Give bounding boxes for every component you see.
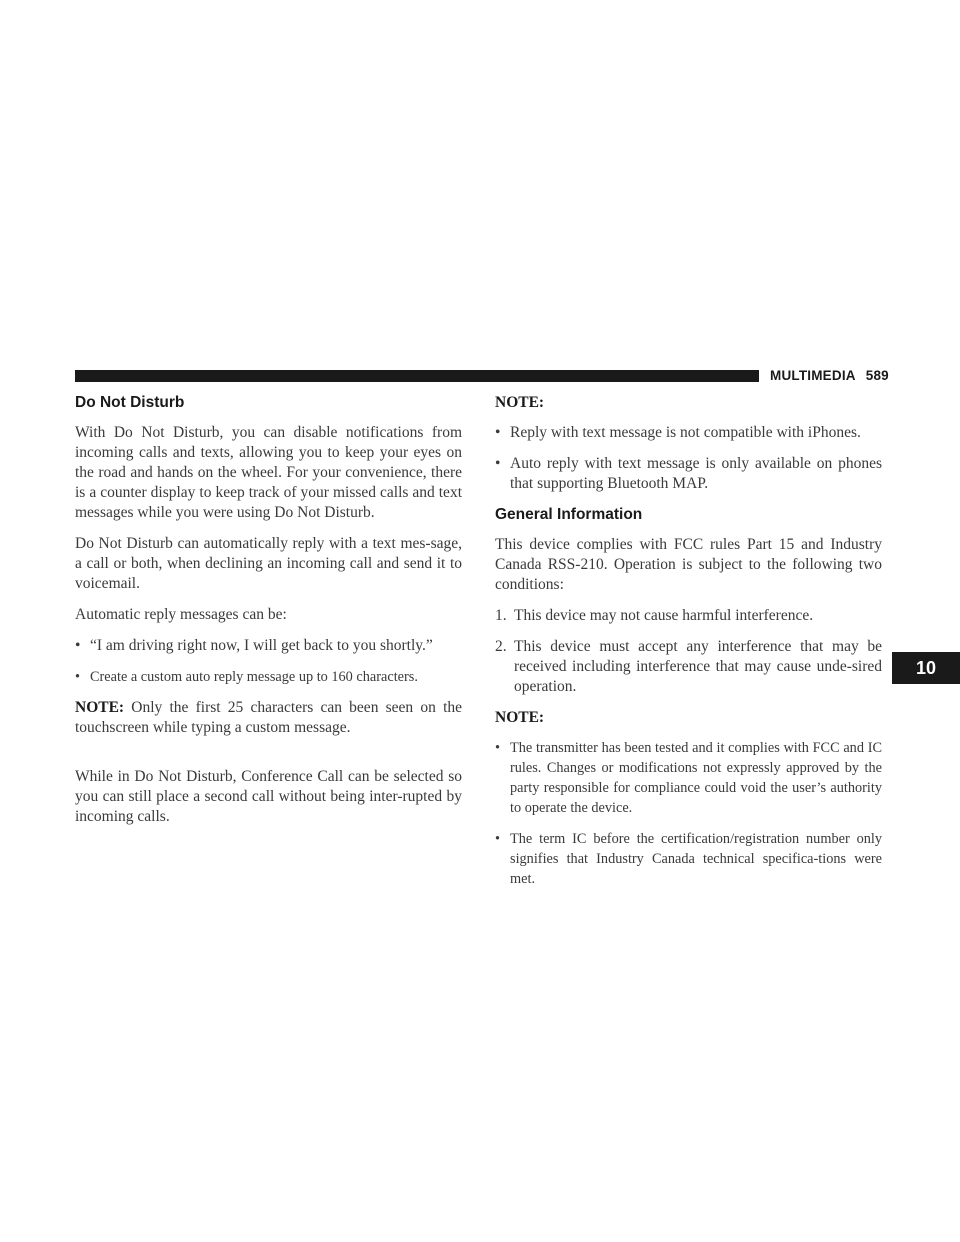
paragraph: While in Do Not Disturb, Conference Call can be selected so you can still place a second call without being inter-rupted by incoming calls. xyxy=(75,768,462,825)
list-item-text: The term IC before the certification/registration number only signifies that Industry Canada technical specifica-tions were met. xyxy=(510,831,882,887)
left-column xyxy=(75,393,462,838)
note-label: NOTE: xyxy=(495,394,545,411)
bullet-icon: • xyxy=(75,669,81,685)
list-item xyxy=(495,829,882,889)
list-item xyxy=(495,423,882,443)
header-rule xyxy=(75,370,759,382)
list-item-text: Reply with text message is not compatible with iPhones. xyxy=(510,424,861,441)
spacer xyxy=(75,749,462,767)
section-name: MULTIMEDIA xyxy=(770,368,856,383)
item-number: 2. xyxy=(495,638,507,655)
paragraph: With Do Not Disturb, you can disable notifications from incoming calls and texts, allowing you to keep your eyes on the road and hands on the wheel. For your convenience, there is a counter display to keep track of your missed calls and text messages while you were using Do Not Disturb. xyxy=(75,424,462,521)
list-item-text: Create a custom auto reply message up to 160 characters. xyxy=(90,669,418,685)
paragraph: This device complies with FCC rules Part 15 and Industry Canada RSS-210. Operation is subject to the following two conditions: xyxy=(495,536,882,593)
section-title-general-information: General Information xyxy=(495,506,643,523)
list-item xyxy=(75,667,462,687)
right-column xyxy=(495,393,882,900)
bullet-icon: • xyxy=(495,455,501,472)
list-item xyxy=(75,636,462,656)
note-text: Only the first 25 characters can been seen on the touchscreen while typing a custom message. xyxy=(75,699,463,736)
list-item-text: Auto reply with text message is only available on phones that supporting Bluetooth MAP. xyxy=(510,455,882,492)
note-paragraph xyxy=(75,698,462,738)
numbered-item-text: This device must accept any interference that may be received including interference that may cause unde-sired operation. xyxy=(514,638,882,695)
page-number: 589 xyxy=(865,368,889,383)
list-item xyxy=(495,738,882,818)
note-label: NOTE: xyxy=(495,709,545,726)
bullet-icon: • xyxy=(495,740,501,756)
running-header xyxy=(770,368,889,383)
bullet-icon: • xyxy=(495,424,501,441)
numbered-item xyxy=(495,637,882,697)
list-item-text: “I am driving right now, I will get back to you shortly.” xyxy=(90,637,433,654)
note-label: NOTE: xyxy=(75,699,125,716)
numbered-item-text: This device may not cause harmful interference. xyxy=(514,607,814,624)
paragraph: Automatic reply messages can be: xyxy=(75,606,287,623)
item-number: 1. xyxy=(495,607,507,624)
section-title-do-not-disturb: Do Not Disturb xyxy=(75,394,185,411)
bullet-icon: • xyxy=(495,831,501,847)
chapter-tab: 10 xyxy=(892,652,960,684)
bullet-icon: • xyxy=(75,637,81,654)
numbered-item xyxy=(495,606,882,626)
paragraph: Do Not Disturb can automatically reply with a text mes-sage, a call or both, when declining an incoming call and send it to voicemail. xyxy=(75,535,462,592)
list-item-text: The transmitter has been tested and it complies with FCC and IC rules. Changes or modifications not expressly approved by the party responsible for compliance could void the user’s authority to operate the device. xyxy=(510,740,882,816)
list-item xyxy=(495,454,882,494)
